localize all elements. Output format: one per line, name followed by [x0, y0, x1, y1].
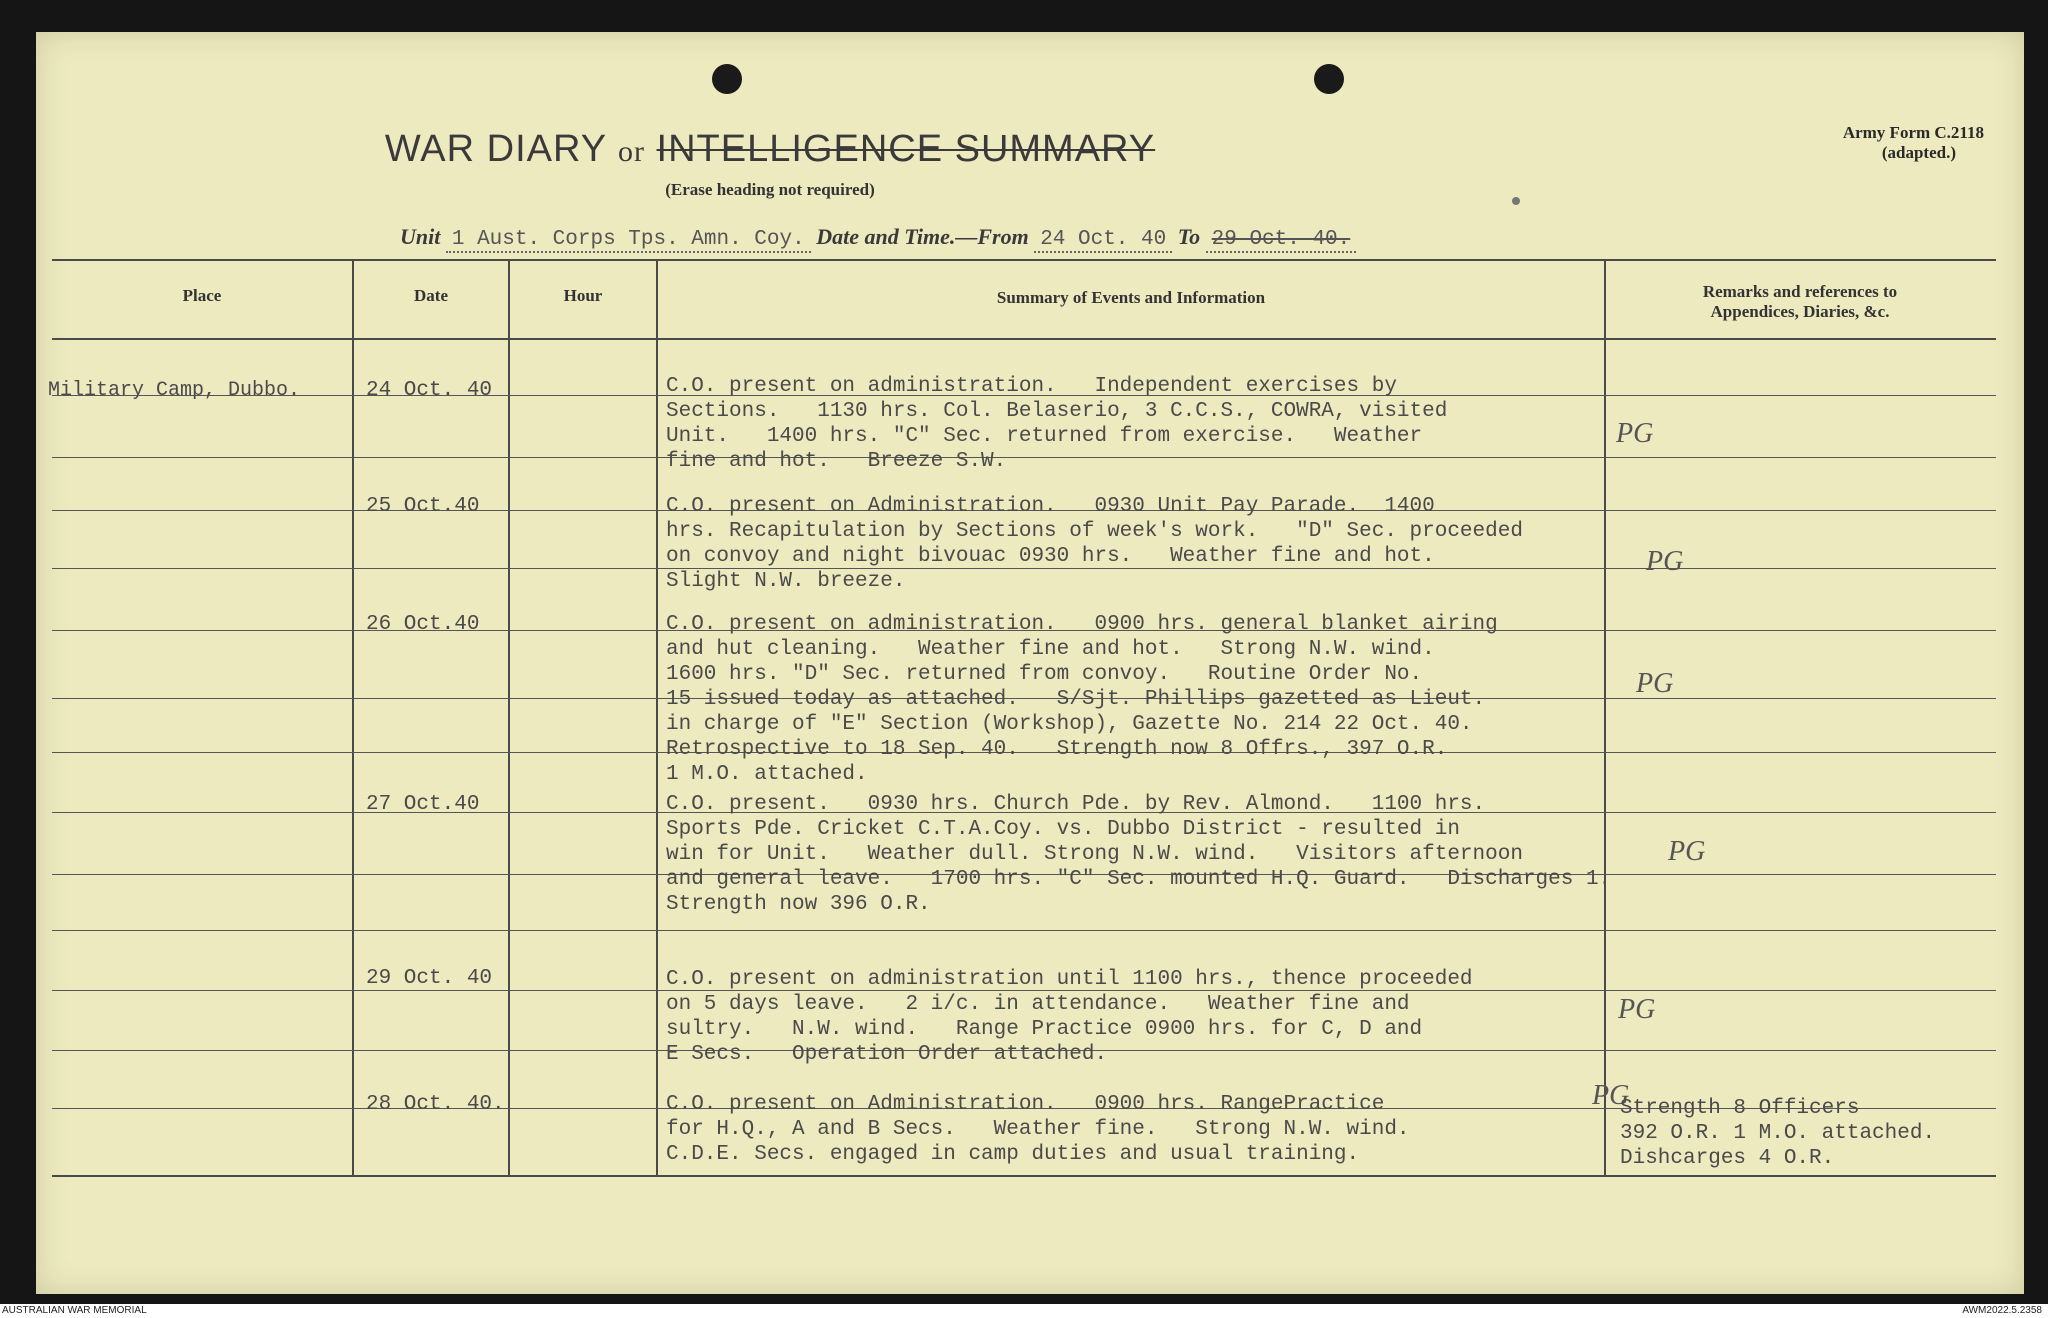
col-divider-hour [656, 259, 658, 1175]
entry-line: in charge of "E" Section (Workshop), Gazette No. 214 22 Oct. 40. [666, 713, 1473, 736]
army-form-adapted: (adapted.) [1881, 143, 1956, 162]
date-label: Date and Time.—From [816, 224, 1029, 249]
entry-line: 1600 hrs. "D" Sec. returned from convoy. Routine Order No. [666, 663, 1423, 686]
punch-hole-right [1314, 64, 1344, 94]
entry-line: C.O. present on administration. 0900 hrs. general blanket airing [666, 613, 1498, 636]
header-summary: Summary of Events and Information [996, 288, 1266, 307]
page-title [0, 128, 1540, 171]
entry-line: C.O. present on administration. Independent exercises by [666, 375, 1397, 398]
entry-line: E Secs. Operation Order attached. [666, 1043, 1108, 1066]
entry-line: C.O. present on Administration. 0930 Unit Pay Parade. 1400 [666, 495, 1435, 518]
table-top-rule [52, 259, 1996, 261]
entry-line: and general leave. 1700 hrs. "C" Sec. mounted H.Q. Guard. Discharges 1. [666, 868, 1612, 891]
unit-line [400, 224, 1356, 251]
entry-line: C.O. present. 0930 hrs. Church Pde. by Rev. Almond. 1100 hrs. [666, 793, 1486, 816]
entry-place: Military Camp, Dubbo. [48, 379, 301, 402]
remarks-line: Strength 8 Officers [1620, 1097, 1860, 1120]
entry-line: sultry. N.W. wind. Range Practice 0900 hrs. for C, D and [666, 1018, 1423, 1041]
entry-line: hrs. Recapitulation by Sections of week's work. "D" Sec. proceeded [666, 520, 1523, 543]
entry-line: on 5 days leave. 2 i/c. in attendance. Weather fine and [666, 993, 1410, 1016]
col-divider-place [352, 259, 354, 1175]
entry-line: Sections. 1130 hrs. Col. Belaserio, 3 C.C.S., COWRA, visited [666, 400, 1448, 423]
entry-line: C.O. present on Administration. 0900 hrs. RangePractice [666, 1093, 1385, 1116]
row-rule [52, 930, 1996, 931]
footer-strip [0, 1304, 2048, 1318]
col-divider-summary [1604, 259, 1606, 1175]
entry-line: on convoy and night bivouac 0930 hrs. Weather fine and hot. [666, 545, 1435, 568]
entry-line: Sports Pde. Cricket C.T.A.Coy. vs. Dubbo District - resulted in [666, 818, 1460, 841]
entry-line: fine and hot. Breeze S.W. [666, 450, 1007, 473]
row-rule [52, 457, 1996, 458]
from-value: 24 Oct. 40 [1034, 228, 1172, 253]
header-hour: Hour [563, 286, 603, 305]
entry-line: 1 M.O. attached. [666, 763, 868, 786]
entry-line: Retrospective to 18 Sep. 40. Strength now 8 Offrs., 397 O.R. [666, 738, 1448, 761]
title-struck: INTELLIGENCE SUMMARY [656, 128, 1156, 170]
entry-initial: PG [1668, 836, 1706, 867]
punch-hole-left [712, 64, 742, 94]
army-form-number: Army Form C.2118 [1842, 123, 1984, 142]
entry-date: 27 Oct.40 [366, 793, 480, 816]
entry-initial: PG [1646, 546, 1684, 577]
entry-line: and hut cleaning. Weather fine and hot. Strong N.W. wind. [666, 638, 1435, 661]
title-or: or [617, 135, 645, 168]
entry-initial: PG [1592, 1080, 1630, 1111]
entry-initial: PG [1618, 994, 1656, 1025]
entry-line: C.D.E. Secs. engaged in camp duties and usual training. [666, 1143, 1360, 1166]
entry-line: win for Unit. Weather dull. Strong N.W. wind. Visitors afternoon [666, 843, 1523, 866]
table-bottom-rule [52, 1175, 1996, 1177]
entry-line: Strength now 396 O.R. [666, 893, 931, 916]
col-divider-date [508, 259, 510, 1175]
remarks-line: Dishcarges 4 O.R. [1620, 1147, 1835, 1170]
remarks-line: 392 O.R. 1 M.O. attached. [1620, 1122, 1936, 1145]
header-remarks-line-2: Appendices, Diaries, &c. [1710, 302, 1890, 321]
entry-date: 24 Oct. 40 [366, 379, 493, 402]
footer-left: AUSTRALIAN WAR MEMORIAL [2, 1305, 147, 1316]
to-value: 29 Oct. 40. [1206, 228, 1357, 253]
entry-date: 25 Oct.40 [366, 495, 480, 518]
entry-initial: PG [1616, 418, 1654, 449]
entry-line: Slight N.W. breeze. [666, 570, 906, 593]
entry-date: 29 Oct. 40 [366, 967, 493, 990]
footer-right: AWM2022.5.2358 [1962, 1305, 2042, 1316]
header-date: Date [414, 286, 448, 305]
entry-date: 28 Oct. 40. [366, 1093, 505, 1116]
unit-value: 1 Aust. Corps Tps. Amn. Coy. [446, 228, 811, 253]
header-place: Place [182, 286, 222, 305]
title-main: WAR DIARY [384, 128, 607, 170]
unit-label: Unit [400, 224, 441, 249]
to-label: To [1177, 224, 1201, 249]
entry-line: Unit. 1400 hrs. "C" Sec. returned from exercise. Weather [666, 425, 1423, 448]
army-form-label [1843, 123, 1984, 163]
subtitle: (Erase heading not required) [665, 180, 875, 199]
entry-line: for H.Q., A and B Secs. Weather fine. Strong N.W. wind. [666, 1118, 1410, 1141]
entry-initial: PG [1636, 668, 1674, 699]
entry-date: 26 Oct.40 [366, 613, 480, 636]
header-remarks [1606, 282, 1994, 322]
header-remarks-line-1: Remarks and references to [1702, 282, 1898, 301]
header-bottom-rule [52, 338, 1996, 340]
entry-line: C.O. present on administration until 1100 hrs., thence proceeded [666, 968, 1473, 991]
entry-line: 15 issued today as attached. S/Sjt. Phillips gazetted as Lieut. [666, 688, 1486, 711]
